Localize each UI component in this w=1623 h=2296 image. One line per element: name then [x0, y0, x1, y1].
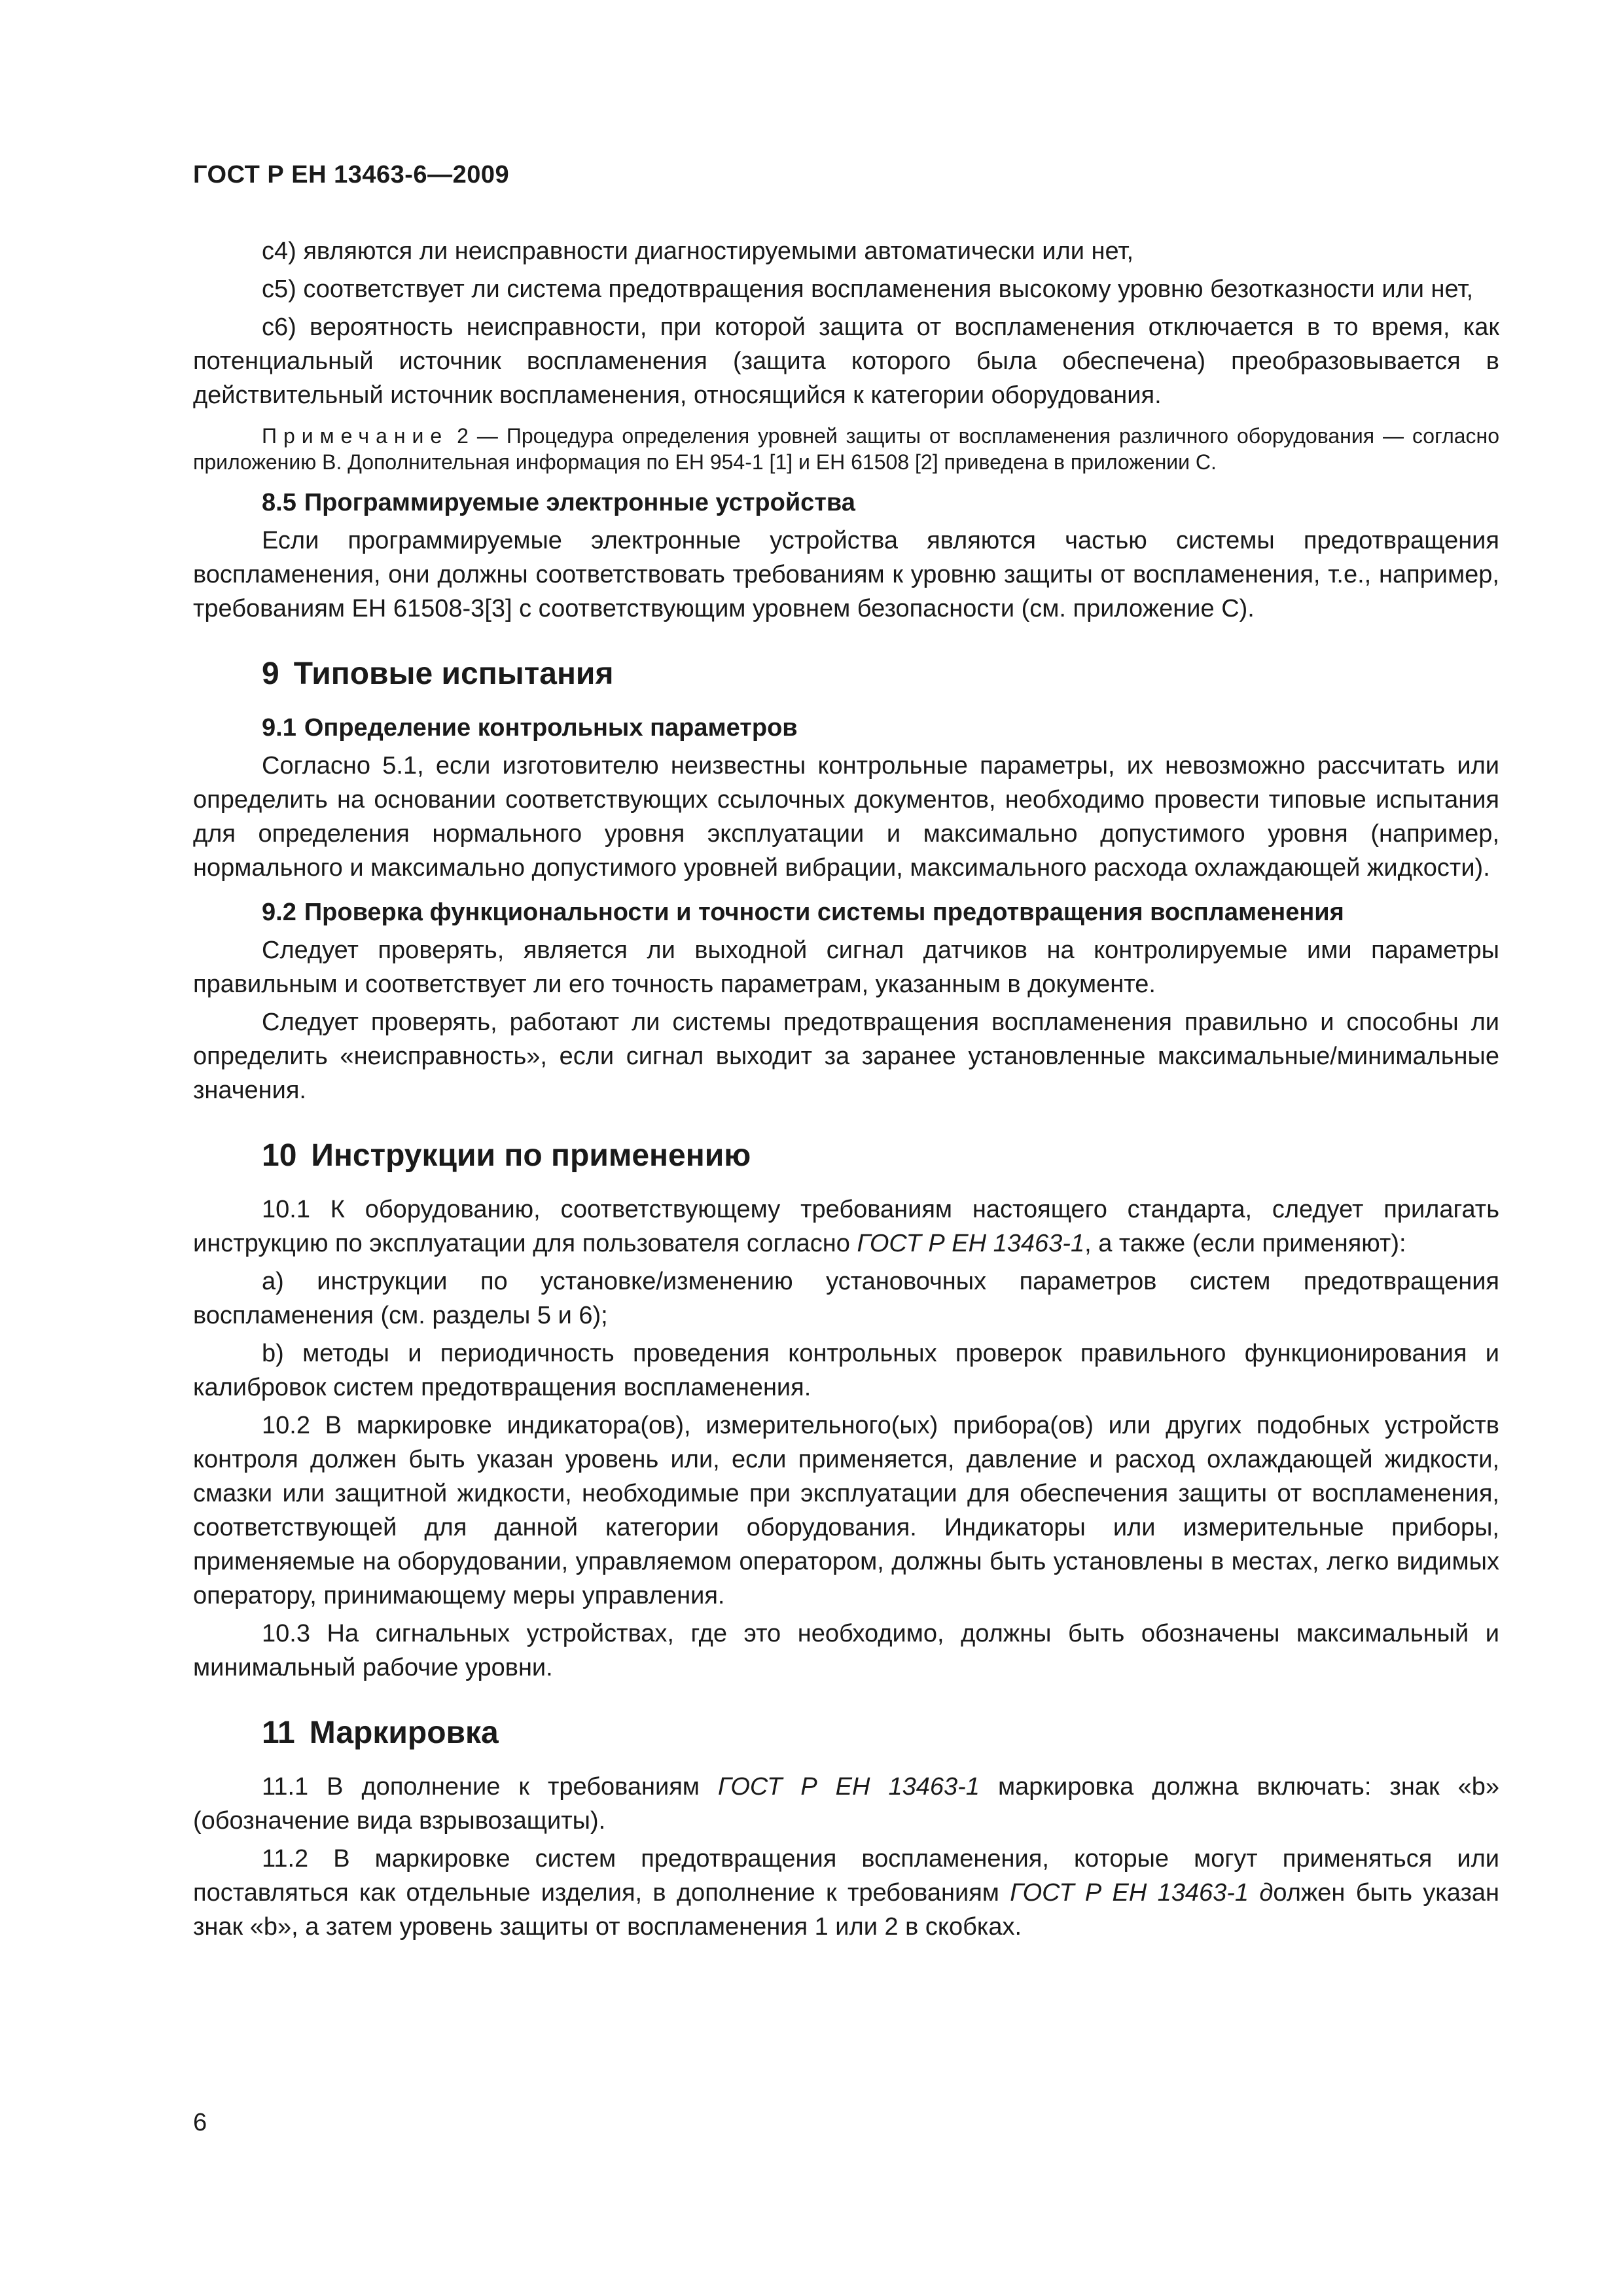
- heading-8-5-title: Программируемые электронные устройства: [304, 489, 855, 516]
- list-item-c4: с4) являются ли неисправности диагностируемыми автоматически или нет,: [262, 238, 1134, 265]
- heading-9-2-title: Проверка функциональности и точности системы предотвращения воспламенения: [304, 899, 1344, 926]
- note-text: 2 — Процедура определения уровней защиты от воспламенения различного оборудования — согласно приложению В. Дополнительная информация по ЕН 954-1 [1] и ЕН 61508 [2] приведена в приложении С.: [193, 424, 1499, 474]
- note-label: Примечание: [262, 424, 449, 448]
- reference-gost-13463-1: ГОСТ Р ЕН 13463-1: [857, 1230, 1085, 1257]
- paragraph-11-1-start: 11.1 В дополнение к требованиям: [262, 1773, 718, 1801]
- paragraph-11-1-end: маркировка должна включать: знак «b» (обозначение вида взрывозащиты).: [193, 1773, 1499, 1835]
- list-item-b: b) методы и периодичность проведения контрольных проверок правильного функционирования и калибровок систем предотвращения воспламенения.: [193, 1340, 1499, 1401]
- heading-9-1-title: Определение контрольных параметров: [304, 714, 798, 742]
- list-item-c5: с5) соответствует ли система предотвращения воспламенения высокому уровню безотказности или нет,: [262, 276, 1474, 303]
- paragraph-10-1-start: 10.1 К оборудованию, соответствующему требованиям настоящего стандарта, следует прилагать инструкцию по эксплуатации для пользователя согласно: [193, 1196, 1499, 1257]
- page-content: [193, 234, 1499, 1948]
- paragraph-10-1: [193, 1193, 1499, 1261]
- paragraph-10-3: 10.3 На сигнальных устройствах, где это необходимо, должны быть обозначены максимальный и минимальный рабочие уровни.: [193, 1620, 1499, 1681]
- heading-8-5-number: 8.5: [262, 489, 296, 516]
- heading-9-title: Типовые испытания: [293, 656, 614, 691]
- heading-8-5: [193, 486, 1499, 520]
- heading-11-title: Маркировка: [309, 1715, 499, 1750]
- reference-gost-13463-1: ГОСТ Р ЕН 13463-1 д: [1010, 1879, 1274, 1907]
- heading-10-title: Инструкции по применению: [311, 1138, 751, 1173]
- heading-9-1-number: 9.1: [262, 714, 296, 742]
- paragraph-11-2-end: олжен быть указан знак «b», а затем уровень защиты от воспламенения 1 или 2 в скобках.: [193, 1879, 1500, 1941]
- note-2: [193, 423, 1499, 475]
- list-item-c6: с6) вероятность неисправности, при которой защита от воспламенения отключается в то время, как потенциальный источник воспламенения (защита которого была обеспечена) преобразовывается в действительный источник воспламенения, относящийся к категории оборудования.: [193, 314, 1499, 409]
- heading-9-1: [193, 711, 1499, 745]
- page-number: 6: [193, 2109, 207, 2136]
- paragraph-10-2: 10.2 В маркировке индикатора(ов), измерительного(ых) прибора(ов) или других подобных устройств контроля должен быть указан уровень или, если применяется, давление и расход охлаждающей жидкости, смазки или защитной жидкости, необходимые при эксплуатации для обеспечения защиты от воспламенения, соответствующей для данной категории оборудования. Индикаторы или измерительные приборы, применяемые на оборудовании, управляемом оператором, должны быть установлены в местах, легко видимых оператору, принимающему меры управления.: [193, 1412, 1499, 1609]
- paragraph-11-2: [193, 1842, 1499, 1944]
- paragraph-8-5: Если программируемые электронные устройства являются частью системы предотвращения воспламенения, они должны соответствовать требованиям к уровню защиты от воспламенения, т.е., например, требованиям ЕН 61508-3[3] с соответствующим уровнем безопасности (см. приложение С).: [193, 527, 1499, 622]
- paragraph-11-2-start: 11.2 В маркировке систем предотвращения воспламенения, которые могут применяться или поставляться как отдельные изделия, в дополнение к требованиям: [193, 1845, 1499, 1907]
- heading-11-number: 11: [262, 1715, 295, 1750]
- paragraph-9-2-1: Следует проверять, является ли выходной сигнал датчиков на контролируемые ими параметры правильным и соответствует ли его точность параметрам, указанным в документе.: [193, 937, 1499, 998]
- paragraph-9-1: Согласно 5.1, если изготовителю неизвестны контрольные параметры, их невозможно рассчитать или определить на основании соответствующих ссылочных документов, необходимо провести типовые испытания для определения нормального уровня эксплуатации и максимально допустимого уровня (например, нормального и максимально допустимого уровней вибрации, максимального расхода охлаждающей жидкости).: [193, 752, 1499, 882]
- paragraph-10-1-end: , а также (если применяют):: [1084, 1230, 1406, 1257]
- reference-gost-13463-1: ГОСТ Р ЕН 13463-1: [717, 1773, 980, 1801]
- heading-section-11: [193, 1713, 1499, 1753]
- heading-9-number: 9: [262, 656, 279, 691]
- heading-9-2-number: 9.2: [262, 899, 296, 926]
- list-item-a: a) инструкции по установке/изменению установочных параметров систем предотвращения воспламенения (см. разделы 5 и 6);: [193, 1268, 1499, 1329]
- heading-9-2: [193, 895, 1499, 929]
- paragraph-11-1: [193, 1770, 1499, 1838]
- heading-section-9: [193, 655, 1499, 694]
- paragraph-9-2-2: Следует проверять, работают ли системы предотвращения воспламенения правильно и способны ли определить «неисправность», если сигнал выходит за заранее установленные максимальные/минимальные значения.: [193, 1009, 1499, 1104]
- document-header: ГОСТ Р ЕН 13463-6—2009: [193, 161, 510, 188]
- heading-10-number: 10: [262, 1138, 297, 1173]
- heading-section-10: [193, 1136, 1499, 1175]
